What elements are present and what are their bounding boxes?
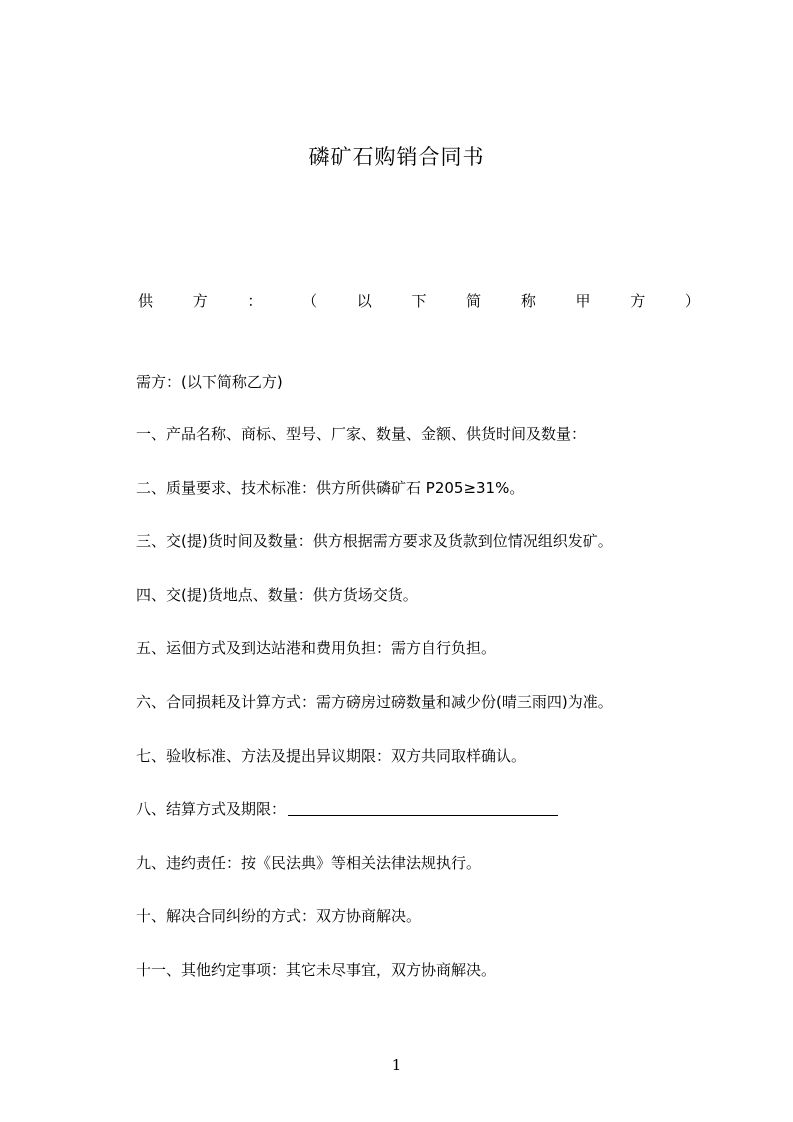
clause-1: 一、产品名称、商标、型号、厂家、数量、金额、供货时间及数量： bbox=[136, 425, 587, 443]
clause-4: 四、交(提)货地点、数量：供方货场交货。 bbox=[136, 585, 418, 604]
supplier-char: 方 bbox=[630, 292, 646, 310]
supplier-char: （ bbox=[302, 292, 318, 310]
supplier-char: 下 bbox=[411, 292, 427, 310]
clause-list bbox=[136, 423, 736, 1013]
page-title: 磷矿石购销合同书 bbox=[308, 145, 485, 169]
clause-8-text: 八、结算方式及期限： bbox=[136, 800, 287, 819]
supplier-char: 甲 bbox=[575, 292, 591, 310]
clause-10: 十、解决合同纠纷的方式：双方协商解决。 bbox=[136, 907, 422, 926]
supplier-char: 简 bbox=[466, 292, 482, 310]
clause-11: 十一、其他约定事项：其它未尽事宜，双方协商解决。 bbox=[136, 960, 497, 979]
supplier-char: 供 bbox=[138, 292, 154, 310]
settlement-blank-line bbox=[288, 799, 558, 816]
clause-3: 三、交(提)货时间及数量：供方根据需方要求及货款到位情况组织发矿。 bbox=[136, 532, 613, 551]
supplier-char: 称 bbox=[520, 292, 536, 310]
clause-5: 五、运佃方式及到达站港和费用负担：需方自行负担。 bbox=[136, 639, 497, 658]
supplier-char: 方 bbox=[192, 292, 208, 310]
page-number: 1 bbox=[391, 1056, 402, 1074]
supplier-line bbox=[138, 290, 700, 312]
clause-2: 二、质量要求、技术标准：供方所供磷矿石 P205≥31%。 bbox=[136, 478, 525, 497]
clause-8 bbox=[136, 798, 736, 852]
clause-7: 七、验收标准、方法及提出异议期限：双方共同取样确认。 bbox=[136, 746, 527, 765]
buyer-line: 需方：(以下简称乙方) bbox=[136, 373, 283, 391]
supplier-char: ） bbox=[684, 292, 700, 310]
supplier-char: 以 bbox=[356, 292, 372, 310]
supplier-char: ： bbox=[247, 292, 263, 310]
clause-6: 六、合同损耗及计算方式：需方磅房过磅数量和减少份(晴三雨四)为准。 bbox=[136, 692, 613, 711]
clause-9: 九、违约责任：按《民法典》等相关法律法规执行。 bbox=[136, 853, 482, 872]
